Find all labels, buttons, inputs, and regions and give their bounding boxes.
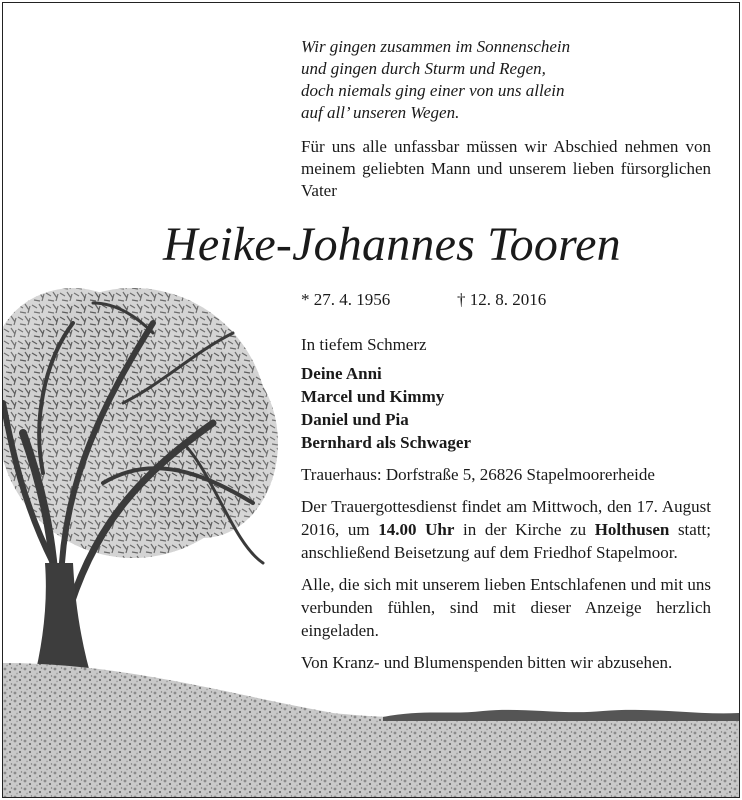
service-time: 14.00 Uhr <box>378 520 455 539</box>
mourner: Deine Anni <box>301 364 382 383</box>
birth-date: * 27. 4. 1956 <box>301 290 391 309</box>
poem <box>301 36 711 124</box>
flowers-note: Von Kranz- und Blumenspenden bitten wir abzusehen. <box>301 653 673 672</box>
deceased-name: Heike-Johannes Tooren <box>163 218 621 271</box>
poem-line: Wir gingen zusammen im Sonnenschein <box>301 37 571 56</box>
poem-line: doch niemals ging einer von uns allein <box>301 81 565 100</box>
death-date: † 12. 8. 2016 <box>457 290 547 309</box>
invitation-text: Alle, die sich mit unserem lieben Entschlafenen und mit uns verbunden fühlen, sind mit dieser Anzeige herzlich eingeladen. <box>301 575 711 640</box>
mourner: Daniel und Pia <box>301 410 409 429</box>
mourning-intro: In tiefem Schmerz <box>301 335 427 354</box>
service-info: Der Trauergottesdienst findet am Mittwoch, den 17. August 2016, um 14.00 Uhr in der Kirche zu Holthusen statt; anschließend Beisetzung auf dem Friedhof Stapelmoor. <box>301 497 711 562</box>
obituary-card <box>2 2 740 798</box>
service-place: Holthusen <box>594 520 670 539</box>
mourner: Bernhard als Schwager <box>301 433 471 452</box>
opening-section <box>301 36 711 202</box>
mourning-section <box>301 333 711 683</box>
poem-line: und gingen durch Sturm und Regen, <box>301 59 546 78</box>
mourner: Marcel und Kimmy <box>301 387 445 406</box>
life-dates <box>301 289 721 311</box>
poem-line: auf all’ unseren Wegen. <box>301 103 460 122</box>
mourning-house: Trauerhaus: Dorfstraße 5, 26826 Stapelmoorerheide <box>301 465 655 484</box>
intro-text: Für uns alle unfassbar müssen wir Abschied nehmen von meinem geliebten Mann und unserem lieben fürsorglichen Vater <box>301 137 711 200</box>
mourner-list <box>301 362 711 454</box>
